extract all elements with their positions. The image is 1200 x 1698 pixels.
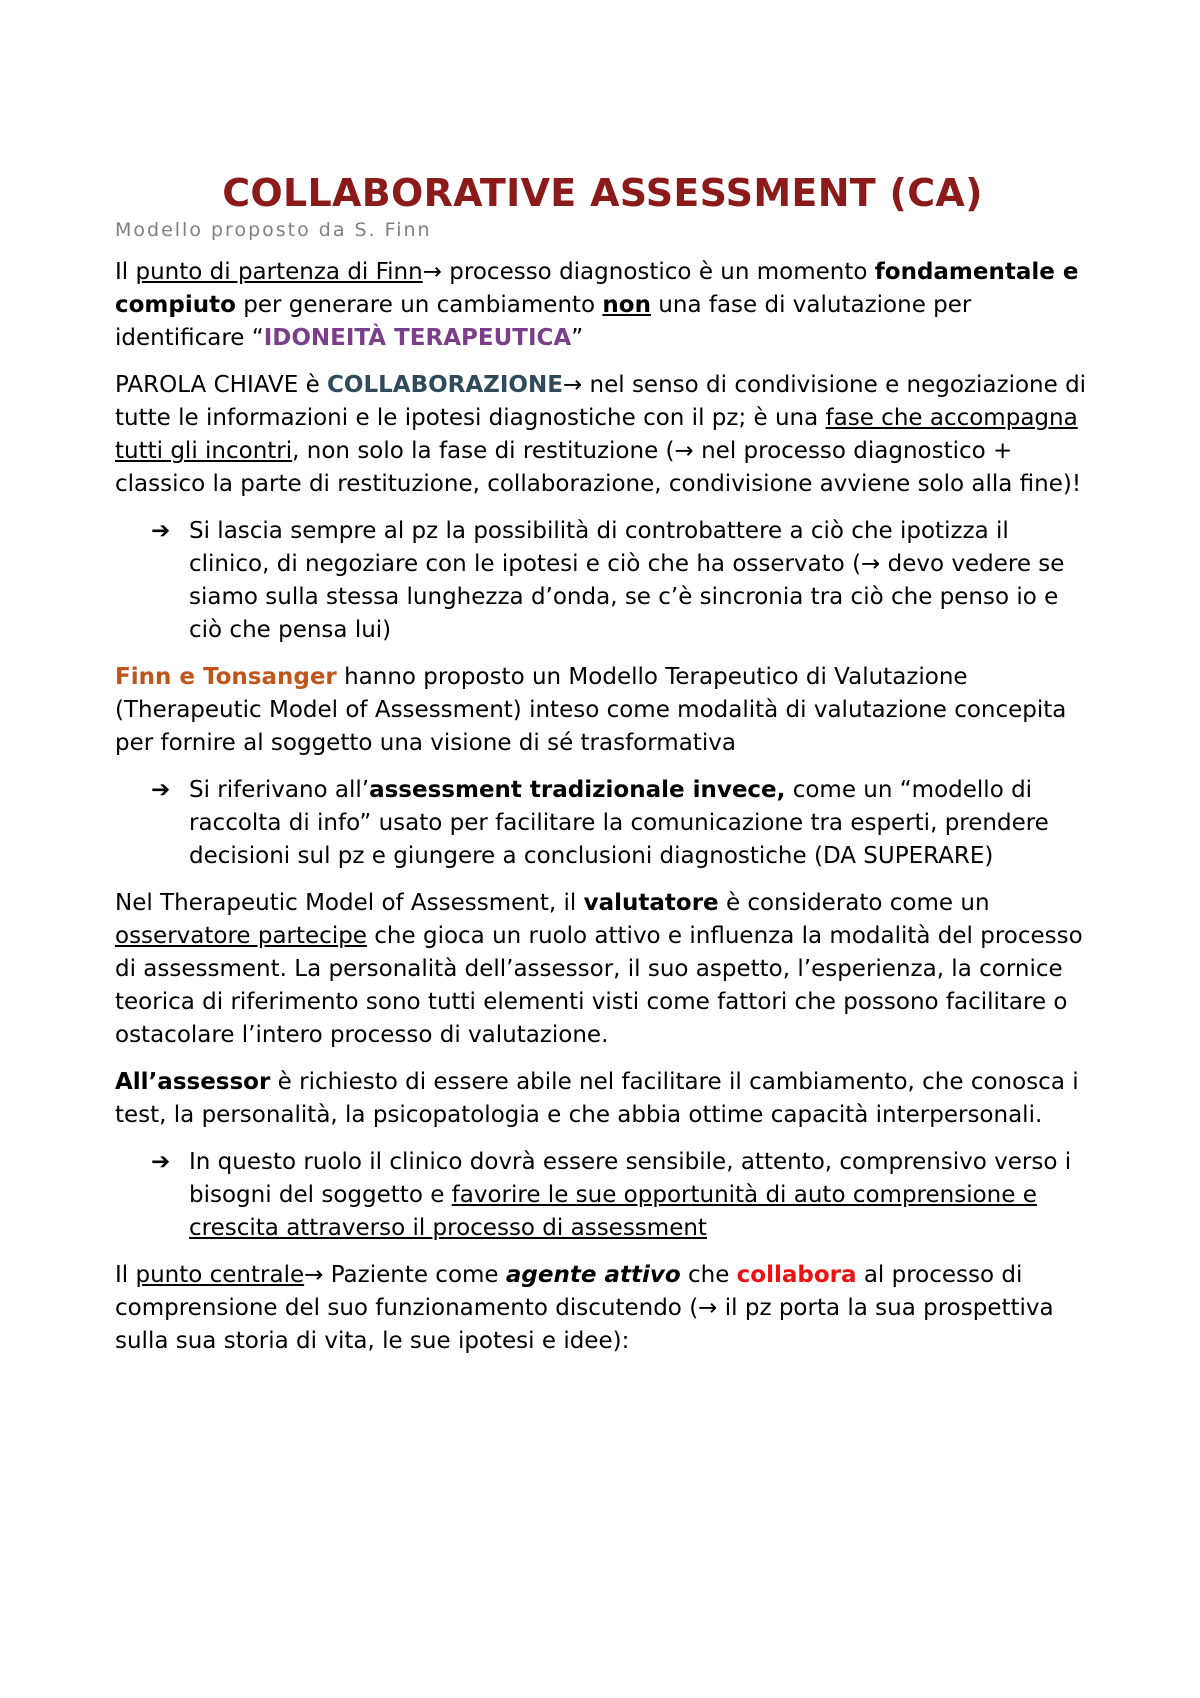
- text-run: In questo ruolo il clinico dovrà essere sensibile, attento, comprensivo verso i bisogni del soggetto e: [189, 1149, 1072, 1208]
- underlined-phrase: punto di partenza di Finn: [135, 259, 423, 285]
- paragraph-punto-centrale: [115, 1259, 1090, 1358]
- text-run: Il: [115, 259, 136, 285]
- text-run: Il: [115, 1262, 136, 1288]
- paragraph-assessor: [115, 1066, 1090, 1132]
- underlined-phrase: favorire le sue opportunità di auto comprensione e crescita attraverso il processo di assessment: [189, 1182, 1037, 1241]
- highlight-collaborazione: COLLABORAZIONE: [327, 372, 563, 398]
- text-run: ”: [571, 325, 584, 351]
- underlined-phrase: punto centrale: [135, 1262, 305, 1288]
- text-run: è richiesto di essere abile nel facilitare il cambiamento, che conosca i test, la personalità, la psicopatologia e che abbia ottime capacità interpersonali.: [115, 1069, 1079, 1128]
- underlined-phrase: osservatore partecipe: [115, 923, 367, 949]
- arrow-bullet-icon: ➔: [151, 518, 171, 544]
- bold-phrase: assessment tradizionale invece,: [369, 777, 786, 803]
- text-run: che: [680, 1262, 737, 1288]
- bullet-item: [115, 515, 1090, 647]
- bullet-item: [115, 774, 1090, 873]
- arrow-bullet-icon: ➔: [151, 1149, 171, 1175]
- document-subtitle: Modello proposto da S. Finn: [115, 219, 432, 241]
- bold-italic-phrase: agente attivo: [505, 1262, 681, 1288]
- document-title: COLLABORATIVE ASSESSMENT (CA): [222, 171, 983, 215]
- text-run: una fase di valutazione per identificare “: [115, 292, 972, 351]
- text-run: hanno proposto un Modello Terapeutico di Valutazione (Therapeutic Model of Assessment) inteso come modalità di valutazione concepita per fornire al soggetto una visione di sé trasformativa: [115, 664, 1067, 756]
- text-run: Si lascia sempre al pz la possibilità di controbattere a ciò che ipotizza il clinico, di negoziare con le ipotesi e ciò che ha osservato (→ devo vedere se siamo sulla stessa lunghezza d’onda, se c’è sincronia tra ciò che penso io e ciò che pensa lui): [189, 518, 1065, 643]
- text-run: per generare un cambiamento: [235, 292, 603, 318]
- paragraph-finn-tonsanger: [115, 661, 1090, 760]
- bold-word: valutatore: [583, 890, 719, 916]
- highlight-finn-tonsanger: Finn e Tonsanger: [115, 664, 337, 690]
- highlight-idoneita: IDONEITÀ TERAPEUTICA: [263, 325, 572, 351]
- text-run: Si riferivano all’: [189, 777, 370, 803]
- arrow-bullet-icon: ➔: [151, 777, 171, 803]
- underlined-phrase: fase che accompagna tutti gli incontri: [115, 405, 1078, 464]
- bold-word: All’assessor: [115, 1069, 271, 1095]
- text-run: è considerato come un: [718, 890, 990, 916]
- highlight-collabora: collabora: [736, 1262, 857, 1288]
- paragraph-parola-chiave: [115, 369, 1090, 501]
- text-run: → Paziente come: [304, 1262, 506, 1288]
- text-run: , non solo la fase di restituzione (→ nel processo diagnostico + classico la parte di restituzione, collaborazione, condivisione avviene solo alla fine)!: [115, 438, 1082, 497]
- paragraph-valutatore: [115, 887, 1090, 1052]
- paragraph-punto-di-partenza: [115, 256, 1090, 355]
- text-run: come un “modello di raccolta di info” usato per facilitare la comunicazione tra esperti, prendere decisioni sul pz e giungere a conclusioni diagnostiche (DA SUPERARE): [189, 777, 1049, 869]
- text-run: PAROLA CHIAVE è: [115, 372, 328, 398]
- text-run: al processo di comprensione del suo funzionamento discutendo (→ il pz porta la sua prospettiva sulla sua storia di vita, le sue ipotesi e idee):: [115, 1262, 1054, 1354]
- bold-phrase: fondamentale e compiuto: [115, 259, 1079, 318]
- bold-underlined-word: non: [602, 292, 651, 318]
- text-run: → processo diagnostico è un momento: [422, 259, 875, 285]
- bullet-item: [115, 1146, 1090, 1245]
- text-run: → nel senso di condivisione e negoziazione di tutte le informazioni e le ipotesi diagnostiche con il pz; è una: [115, 372, 1087, 431]
- text-run: che gioca un ruolo attivo e influenza la modalità del processo di assessment. La personalità dell’assessor, il suo aspetto, l’esperienza, la cornice teorica di riferimento sono tutti elementi visti come fattori che possono facilitare o ostacolare l’intero processo di valutazione.: [115, 923, 1083, 1048]
- text-run: Nel Therapeutic Model of Assessment, il: [115, 890, 584, 916]
